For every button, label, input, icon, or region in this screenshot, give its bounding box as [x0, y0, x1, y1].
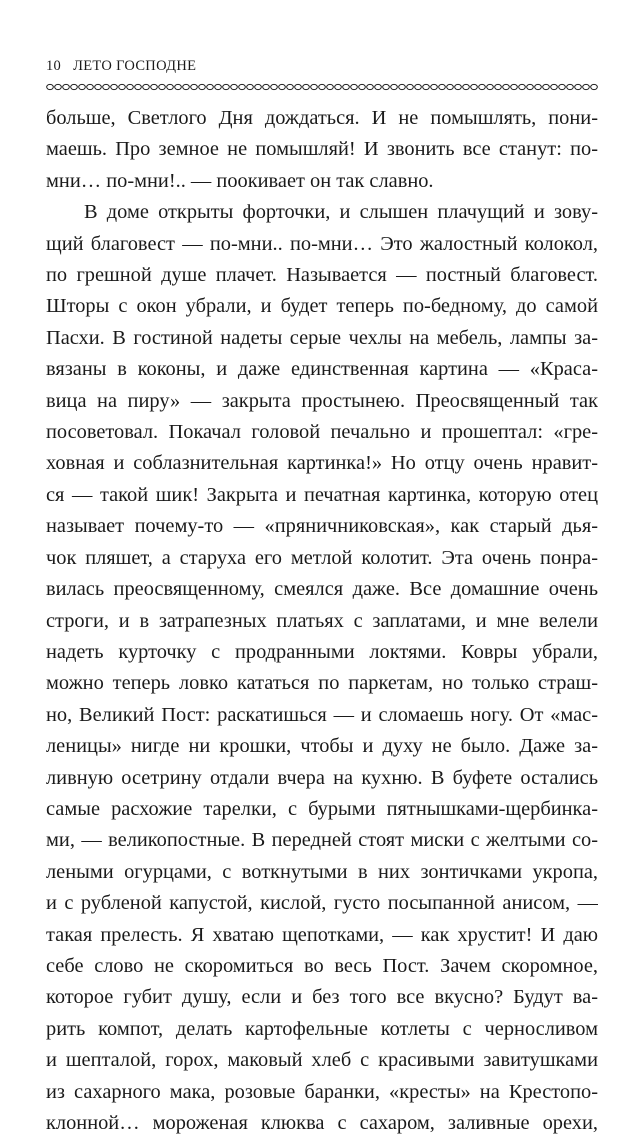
text-line: но, Великий Пост: раскатишься — и сломаешь ногу. От «мас- [46, 703, 598, 726]
text-line: ливную осетрину отдали вчера на кухню. В буфете остались [46, 766, 598, 789]
text-line: Пасхи. В гостиной надеты серые чехлы на мебель, лампы за- [46, 326, 598, 349]
text-line: называет почему-то — «пряничниковская», как старый дья- [46, 515, 598, 538]
paragraph-1 [46, 103, 598, 197]
text-line: вилась преосвященному, смеялся даже. Все домашние очень [46, 578, 598, 601]
running-header [46, 58, 598, 80]
text-line: строги, и в затрапезных платьях с заплатами, и мне велели [46, 609, 598, 632]
text-line: маешь. Про земное не помышляй! И звонить все станут: по- [46, 138, 598, 161]
text-line: леницы» нигде ни крошки, чтобы и духу не было. Даже за- [46, 735, 598, 758]
text-line: чок пляшет, а старуха его метлой колотит. Эта очень понра- [46, 546, 598, 569]
text-line: вица на пиру» — закрыта простынею. Преосвященный так [46, 389, 598, 412]
text-line: рить компот, делать картофельные котлеты с черносливом [46, 1017, 598, 1040]
text-line: ми, — великопостные. В передней стоят миски с желтыми со- [46, 829, 598, 852]
text-line: такая прелесть. Я хватаю щепотками, — как хрустит! И даю [46, 923, 598, 946]
text-line: больше, Светлого Дня дождаться. И не помышлять, пони- [46, 107, 598, 129]
text-line: и с рубленой капустой, кислой, густо посыпанной анисом, — [46, 892, 598, 915]
text-line: ховная и соблазнительная картинка!» Но отцу очень нравит- [46, 452, 598, 475]
book-page [46, 58, 598, 1139]
text-line: вязаны в коконы, и даже единственная картина — «Краса- [46, 358, 598, 381]
text-line: В доме открыты форточки, и слышен плачущий и зову- [84, 201, 598, 224]
text-line: которое губит душу, если и без того все вкусно? Будут ва- [46, 986, 598, 1009]
text-line: и шепталой, горох, маковый хлеб с красивыми завитушками [46, 1049, 598, 1072]
text-line: леными огурцами, с воткнутыми в них зонтичками укропа, [46, 860, 598, 883]
page-number: 10 [46, 58, 62, 74]
body-text [46, 103, 598, 1139]
ornamental-rule [46, 82, 598, 92]
text-line: ся — такой шик! Закрыта и печатная картинка, которую отец [46, 483, 598, 506]
text-line: клонной… мороженая клюква с сахаром, заливные орехи, [46, 1112, 598, 1134]
text-line: посоветовал. Покачал головой печально и прошептал: «гре- [46, 421, 598, 444]
text-line: себе слово не скоромиться во весь Пост. Зачем скоромное, [46, 954, 598, 977]
text-line: щий благовест — по-мни.. по-мни… Это жалостный колокол, [46, 232, 598, 255]
text-line: по грешной душе плачет. Называется — постный благовест. [46, 264, 598, 287]
text-line: из сахарного мака, розовые баранки, «кресты» на Крестопо- [46, 1080, 598, 1103]
text-line: Шторы с окон убрали, и будет теперь по-бедному, до самой [46, 295, 598, 318]
text-line: можно теперь ловко кататься по паркетам, но только страш- [46, 672, 598, 695]
running-title: ЛЕТО ГОСПОДНЕ [73, 58, 197, 74]
paragraph-2 [46, 197, 598, 1139]
text-line: мни… по-мни!.. — поокивает он так славно. [46, 169, 434, 192]
text-line: самые расхожие тарелки, с бурыми пятнышками-щербинка- [46, 797, 598, 820]
text-line: надеть курточку с продранными локтями. Ковры убрали, [46, 640, 598, 663]
